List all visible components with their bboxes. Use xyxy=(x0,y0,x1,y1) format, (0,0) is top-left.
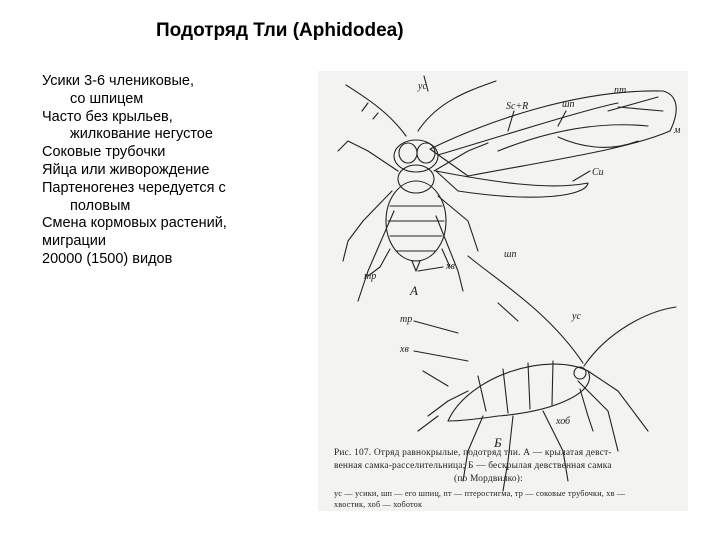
label-figure-b: Б xyxy=(494,435,502,450)
caption-line: (по Мордвилко): xyxy=(454,474,523,484)
slide-title: Подотряд Тли (Aphidodea) xyxy=(156,20,404,41)
fact-item xyxy=(42,180,312,216)
fact-line: Усики 3-6 члениковые, xyxy=(42,73,195,89)
aphid-illustration xyxy=(318,71,688,511)
label-pterostigma: пт xyxy=(614,85,627,96)
label-cu: Cu xyxy=(592,167,604,178)
fact-continuation: со шпицем xyxy=(70,90,144,107)
antenna-b xyxy=(584,307,676,366)
fact-line: Соковые трубочки xyxy=(42,144,166,161)
fact-continuation: жилкование негустое xyxy=(70,126,213,143)
fact-line: 20000 (1500) видов xyxy=(42,250,173,267)
fact-item xyxy=(42,109,312,145)
caption-legend: хвостик, хоб — хоботок xyxy=(334,500,423,509)
label-cauda-b: хв xyxy=(400,344,409,355)
fact-item xyxy=(42,215,312,233)
wingless-body xyxy=(448,364,590,421)
hindwing xyxy=(436,171,588,197)
fact-item xyxy=(42,251,312,269)
fact-continuation: половым xyxy=(70,197,131,214)
caption-line: Рис. 107. Отряд равнокрылые, подотряд тли. А — крылатая девст- xyxy=(334,448,612,458)
antenna-right xyxy=(418,81,496,131)
siphunculi xyxy=(380,249,450,267)
label-spur-b: шп xyxy=(504,249,517,260)
fact-item xyxy=(42,162,312,180)
fact-line: Партеногенез чередуется с xyxy=(42,179,226,196)
label-sc-r: Sc+R xyxy=(506,101,529,112)
label-siphunculi-b: тр xyxy=(400,314,413,325)
caption-legend: ус — усики, шп — его шпиц, пт — птеростигма, тр — соковые трубочки, хв — xyxy=(334,489,626,498)
label-spur: шп xyxy=(562,99,575,110)
aphid-figure xyxy=(318,71,688,511)
label-proboscis: хоб xyxy=(556,416,571,427)
aphid-thorax xyxy=(398,165,434,193)
caption-line: венная самка-расселительница; Б — бескрылая девственная самка xyxy=(334,461,612,471)
fact-line: Часто без крыльев, xyxy=(42,108,173,125)
label-siphunculi-a: тр xyxy=(364,271,377,282)
label-antenna-b: ус xyxy=(572,311,581,322)
fact-line: Смена кормовых растений, xyxy=(42,215,227,232)
antenna-left xyxy=(346,85,406,136)
fact-item xyxy=(42,73,312,109)
fact-item xyxy=(42,233,312,251)
fact-line: миграции xyxy=(42,233,106,250)
cauda xyxy=(412,261,420,271)
fact-line: Яйца или живорождение xyxy=(42,161,210,178)
label-antenna: ус xyxy=(418,81,427,92)
fact-item xyxy=(42,144,312,162)
label-m: м xyxy=(674,125,681,136)
facts-list xyxy=(42,73,312,269)
label-cauda-a: хв xyxy=(446,261,455,272)
label-figure-a: А xyxy=(410,283,418,298)
